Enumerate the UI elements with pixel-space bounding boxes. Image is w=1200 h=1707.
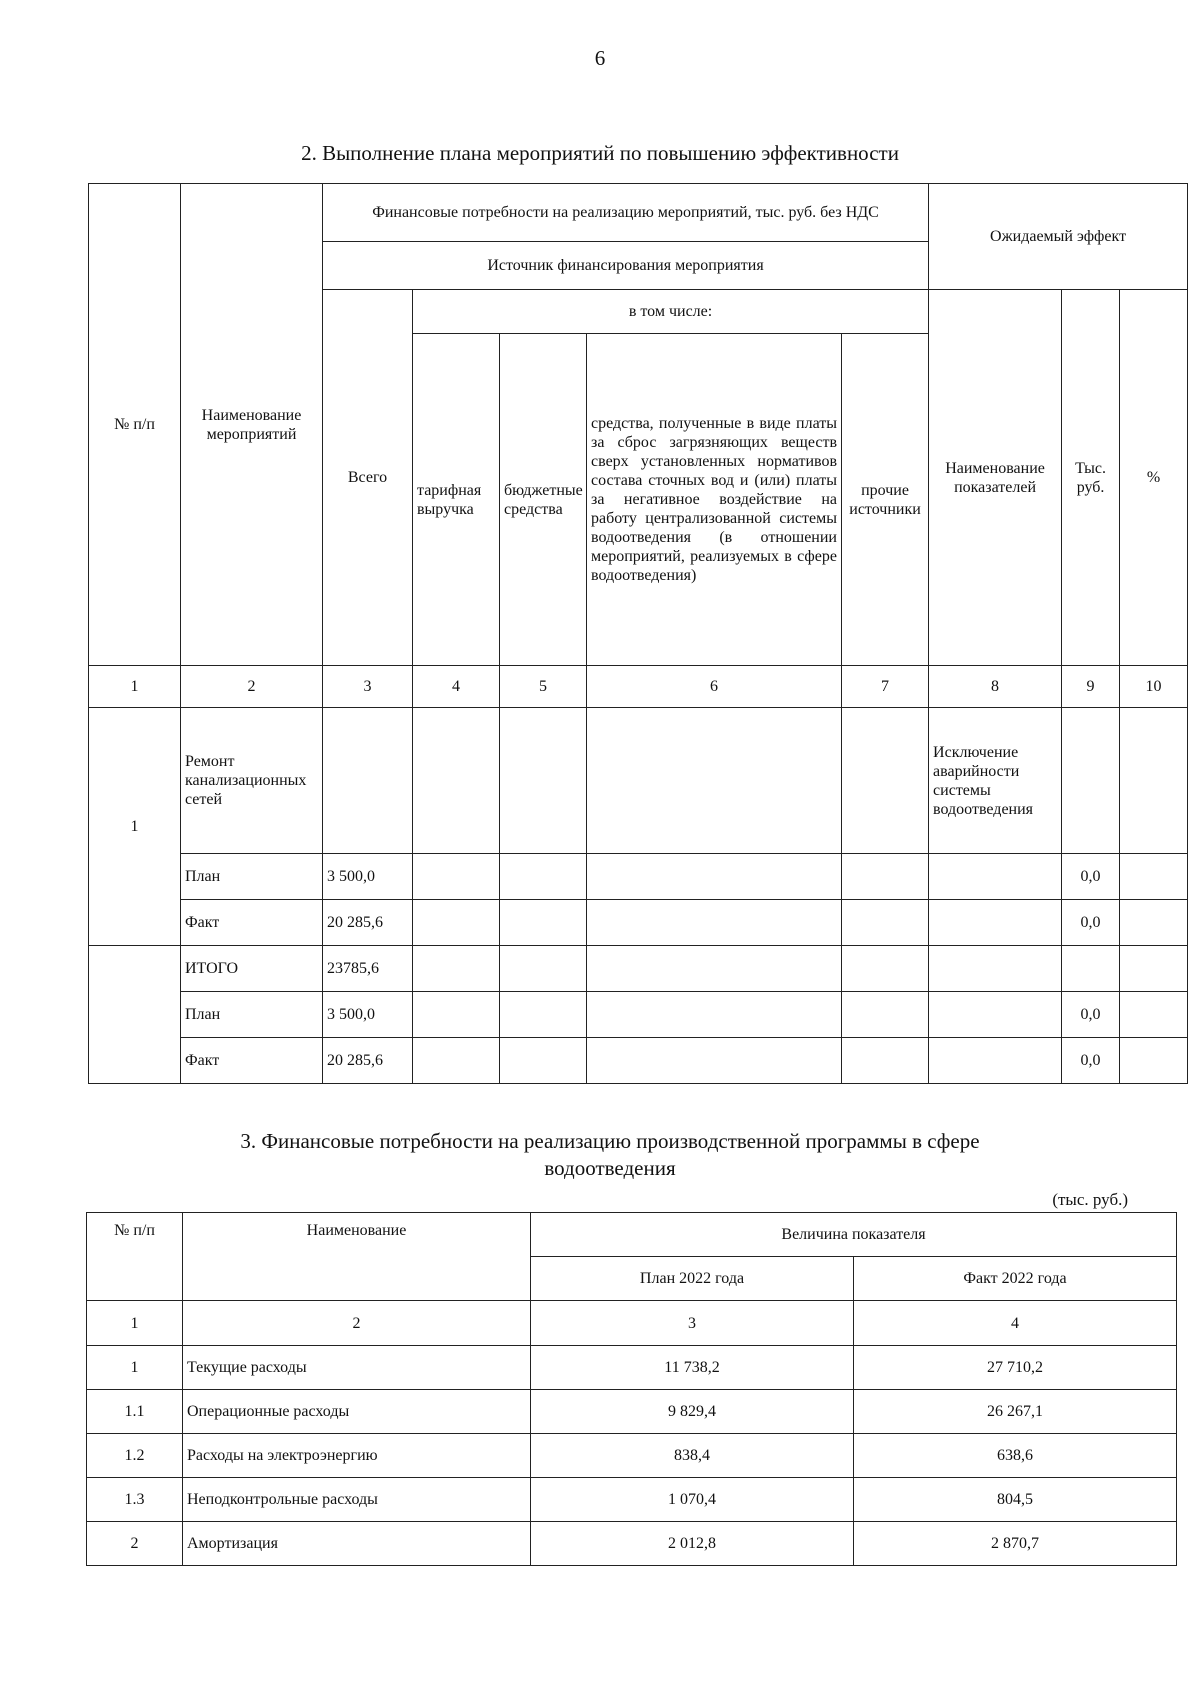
row-num: 1.3 [87, 1478, 183, 1522]
col-number: 3 [323, 666, 413, 708]
row-num: 1 [87, 1346, 183, 1390]
table-row [87, 1390, 1177, 1434]
itogo-plan-label: План [181, 992, 323, 1038]
itogo-fact-thous: 0,0 [1062, 1038, 1120, 1084]
table-row [87, 1522, 1177, 1566]
row-name: Амортизация [183, 1522, 531, 1566]
row-name: Текущие расходы [183, 1346, 531, 1390]
itogo-plan-total: 3 500,0 [323, 992, 413, 1038]
row-plan: 11 738,2 [531, 1346, 854, 1390]
header-fees: средства, полученные в виде платы за сброс загрязняющих веществ сверх установленных нормативов состава сточных вод и (или) платы за негативное воздействие на работу централизованной системы водоотведения (в отношении мероприятий, реализуемых в сфере водоотведения) [587, 334, 842, 666]
table-row [87, 1434, 1177, 1478]
t3-col-number: 2 [183, 1301, 531, 1346]
itogo-fact-label: Факт [181, 1038, 323, 1084]
itogo-label: ИТОГО [181, 946, 323, 992]
header-other: прочие источники [842, 334, 929, 666]
item-name: Ремонт канализационных сетей [181, 708, 323, 854]
row-num: 1.2 [87, 1434, 183, 1478]
fact-total: 20 285,6 [323, 900, 413, 946]
header-thous: Тыс. руб. [1062, 290, 1120, 666]
row-plan: 1 070,4 [531, 1478, 854, 1522]
plan-label: План [181, 854, 323, 900]
row-name: Операционные расходы [183, 1390, 531, 1434]
header-fin-needs: Финансовые потребности на реализацию мероприятий, тыс. руб. без НДС [323, 184, 929, 242]
fact-label: Факт [181, 900, 323, 946]
row-fact: 804,5 [854, 1478, 1177, 1522]
row-plan: 2 012,8 [531, 1522, 854, 1566]
row-fact: 27 710,2 [854, 1346, 1177, 1390]
header-pct: % [1120, 290, 1188, 666]
section-3-title: 3. Финансовые потребности на реализацию производственной программы в сфере водоотведения [240, 1129, 980, 1180]
item-effect: Исключение аварийности системы водоотведения [929, 708, 1062, 854]
t3-header-plan: План 2022 года [531, 1257, 854, 1301]
col-number: 2 [181, 666, 323, 708]
efficiency-plan-table [88, 183, 1188, 1084]
row-num: 2 [87, 1522, 183, 1566]
col-number: 5 [500, 666, 587, 708]
t3-header-fact: Факт 2022 года [854, 1257, 1177, 1301]
col-number: 7 [842, 666, 929, 708]
section-2-title: 2. Выполнение плана мероприятий по повышению эффективности [301, 141, 899, 165]
row-num: 1.1 [87, 1390, 183, 1434]
row-name: Неподконтрольные расходы [183, 1478, 531, 1522]
col-number: 6 [587, 666, 842, 708]
header-effect: Ожидаемый эффект [929, 184, 1188, 290]
t3-col-number: 3 [531, 1301, 854, 1346]
header-source: Источник финансирования мероприятия [323, 242, 929, 290]
col-number: 9 [1062, 666, 1120, 708]
plan-thous: 0,0 [1062, 854, 1120, 900]
col-number: 10 [1120, 666, 1188, 708]
itogo-plan-thous: 0,0 [1062, 992, 1120, 1038]
t3-header-name: Наименование [183, 1213, 531, 1301]
header-name: Наименование мероприятий [181, 184, 323, 666]
plan-total: 3 500,0 [323, 854, 413, 900]
header-total: Всего [323, 290, 413, 666]
table-row [87, 1346, 1177, 1390]
t3-header-value: Величина показателя [531, 1213, 1177, 1257]
header-budget: бюджетные средства [500, 334, 587, 666]
header-tariff: тарифная выручка [413, 334, 500, 666]
page-number: 6 [594, 46, 606, 70]
t3-col-number: 4 [854, 1301, 1177, 1346]
row-fact: 638,6 [854, 1434, 1177, 1478]
header-indicators: Наименование показателей [929, 290, 1062, 666]
itogo-fact-total: 20 285,6 [323, 1038, 413, 1084]
financial-needs-table [86, 1212, 1177, 1566]
header-including: в том числе: [413, 290, 929, 334]
row-name: Расходы на электроэнергию [183, 1434, 531, 1478]
header-num: № п/п [89, 184, 181, 666]
item-number: 1 [89, 708, 181, 946]
col-number: 8 [929, 666, 1062, 708]
col-number: 4 [413, 666, 500, 708]
t3-col-number: 1 [87, 1301, 183, 1346]
row-plan: 838,4 [531, 1434, 854, 1478]
col-number: 1 [89, 666, 181, 708]
table-row [87, 1478, 1177, 1522]
row-plan: 9 829,4 [531, 1390, 854, 1434]
row-fact: 26 267,1 [854, 1390, 1177, 1434]
row-fact: 2 870,7 [854, 1522, 1177, 1566]
fact-thous: 0,0 [1062, 900, 1120, 946]
t3-header-num: № п/п [87, 1213, 183, 1301]
units-label: (тыс. руб.) [1052, 1190, 1128, 1209]
itogo-total: 23785,6 [323, 946, 413, 992]
